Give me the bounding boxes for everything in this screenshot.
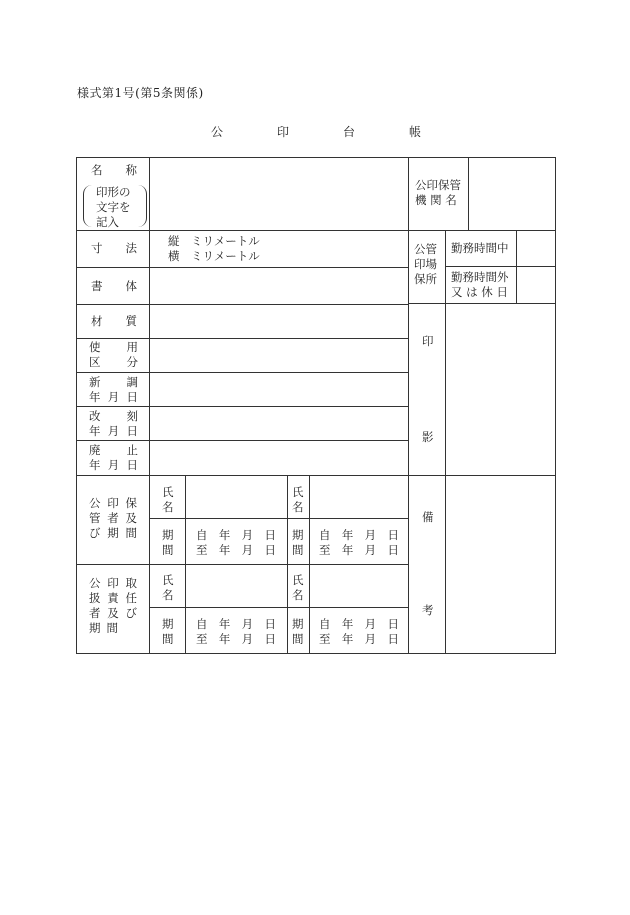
row-divider <box>445 266 556 267</box>
row-divider <box>76 440 409 441</box>
row-divider <box>76 338 409 339</box>
row-divider <box>76 406 409 407</box>
col-divider <box>445 230 446 304</box>
working-hours-label: 勤務時間中 <box>451 241 509 255</box>
title-char: 台 <box>342 125 355 139</box>
period-field-label: 期 間 <box>292 528 304 557</box>
handler-label: 公 印 取 扱 責 任 者 及 び 期 間 <box>89 576 137 635</box>
col-divider <box>287 475 288 654</box>
form-number: 様式第1号(第5条関係) <box>77 86 204 100</box>
name-field-label: 氏 名 <box>162 485 174 514</box>
title-char: 印 <box>276 125 289 139</box>
row-divider <box>76 564 409 565</box>
name-field-label: 氏 名 <box>162 573 174 602</box>
name-note: 印形の 文字を 記入 <box>96 185 131 229</box>
recarve-date-label: 改 刻 年 月 日 <box>89 409 138 438</box>
col-divider <box>408 157 409 654</box>
abolish-date-label: 廃 止 年 月 日 <box>89 443 138 472</box>
row-divider <box>76 475 556 476</box>
title-char: 帳 <box>408 125 421 139</box>
col-divider <box>309 475 310 654</box>
outside-hours-label: 勤務時間外 又 は 休 日 <box>451 270 509 299</box>
dimensions-label: 寸 法 <box>91 241 137 255</box>
dimensions-values: 縦 ミリメートル 横 ミリメートル <box>168 234 260 263</box>
period-range: 自 年 月 日 至 年 月 日 <box>319 617 399 646</box>
name-label: 名 称 <box>91 163 137 177</box>
col-divider <box>185 475 186 654</box>
period-field-label: 期 間 <box>162 528 174 557</box>
row-divider <box>408 303 556 304</box>
custodian-org-label: 公印保管 機 関 名 <box>415 178 461 207</box>
remarks-label: 備 <box>422 510 434 524</box>
name-field-label: 氏 名 <box>292 573 304 602</box>
title-char: 公 <box>211 125 224 139</box>
row-divider <box>408 230 556 231</box>
row-divider <box>76 304 409 305</box>
new-date-label: 新 調 年 月 日 <box>89 375 138 404</box>
material-label: 材 質 <box>91 314 137 328</box>
typeface-label: 書 体 <box>91 279 137 293</box>
storage-place-label: 公管 印場 保所 <box>414 242 437 286</box>
row-divider <box>76 230 409 231</box>
name-field-label: 氏 名 <box>292 485 304 514</box>
period-field-label: 期 間 <box>292 617 304 646</box>
period-range: 自 年 月 日 至 年 月 日 <box>196 617 276 646</box>
row-divider <box>76 267 409 268</box>
usage-label: 使 用 区 分 <box>89 340 138 369</box>
col-divider <box>516 230 517 304</box>
row-divider <box>76 372 409 373</box>
table-border-right <box>555 157 556 654</box>
seal-impression-label: 印 <box>422 334 434 348</box>
period-range: 自 年 月 日 至 年 月 日 <box>319 528 399 557</box>
col-divider <box>149 157 150 654</box>
seal-impression-label: 影 <box>422 430 434 444</box>
table-border-top <box>76 157 556 158</box>
period-range: 自 年 月 日 至 年 月 日 <box>196 528 276 557</box>
remarks-label: 考 <box>422 603 434 617</box>
period-field-label: 期 間 <box>162 617 174 646</box>
row-divider <box>150 607 409 608</box>
page-title <box>211 123 421 140</box>
col-divider <box>468 157 469 231</box>
row-divider <box>150 518 409 519</box>
keeper-label: 公 印 保 管 者 及 び 期 間 <box>89 496 137 540</box>
table-border-bottom <box>76 653 556 654</box>
col-divider <box>445 303 446 654</box>
